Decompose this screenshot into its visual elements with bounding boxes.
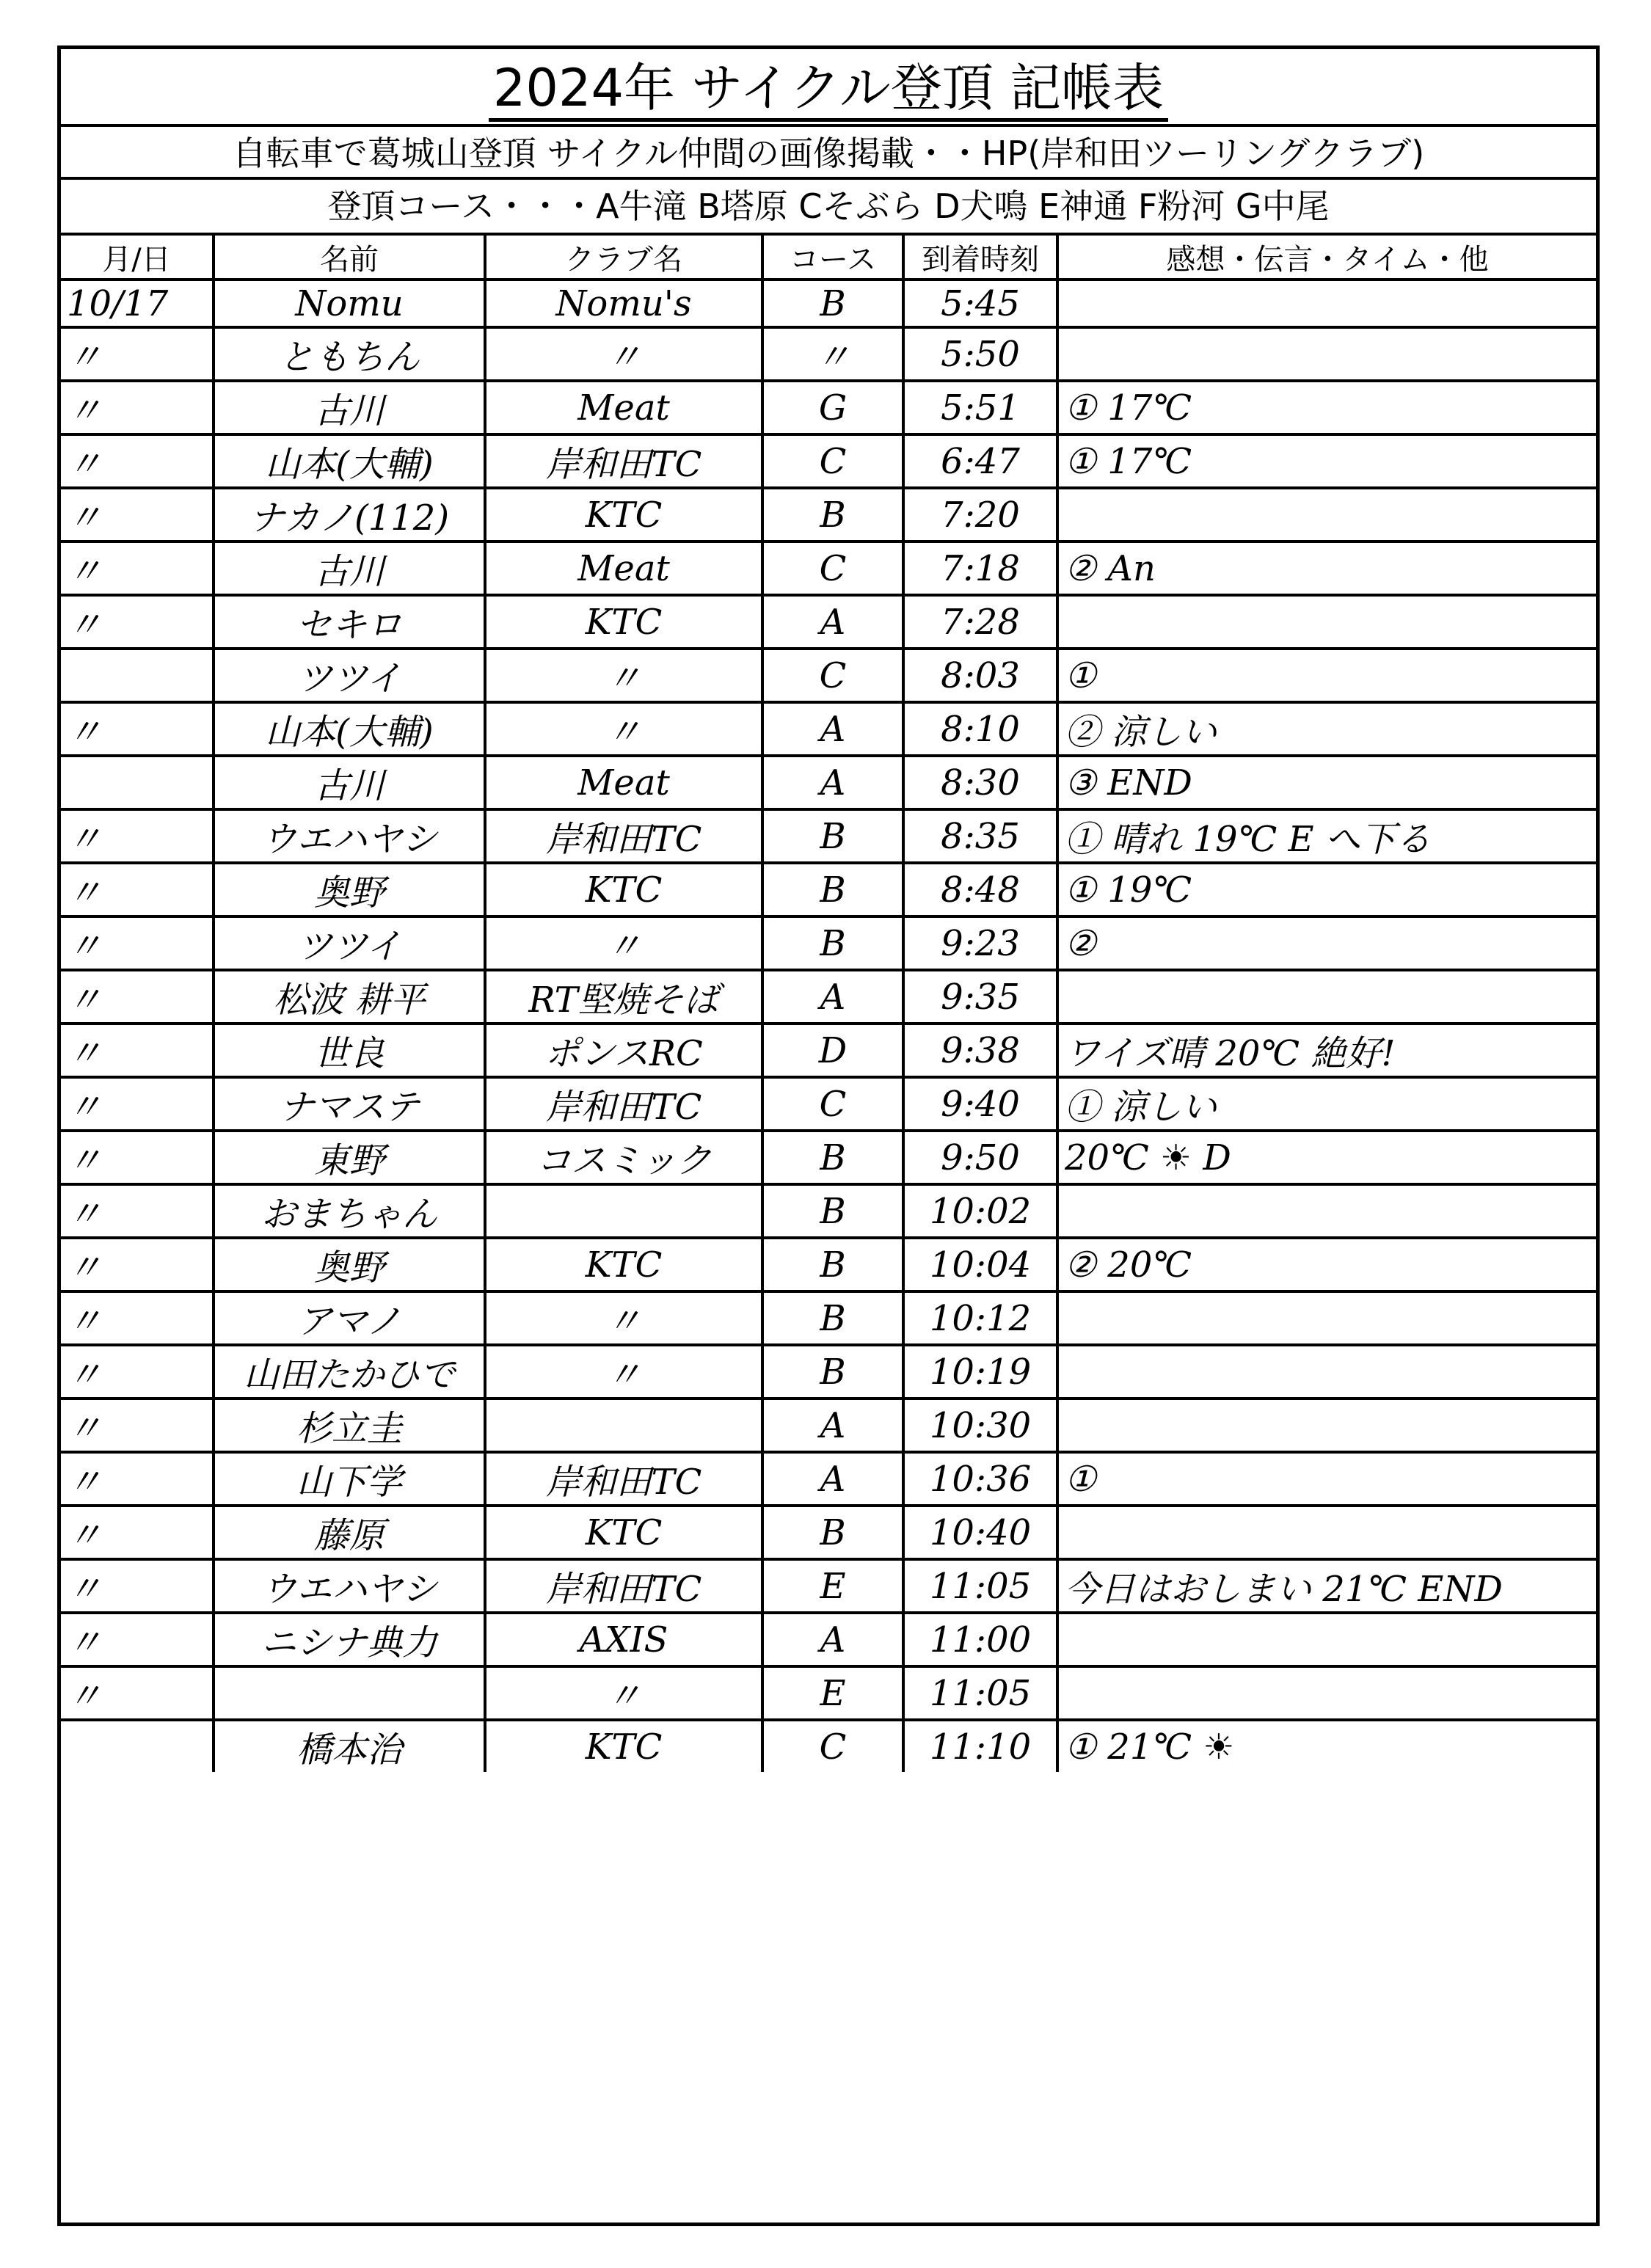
cell-name: 藤原 <box>214 1506 485 1559</box>
table-row <box>61 280 1596 327</box>
cell-date: 〃 <box>61 1452 214 1506</box>
cell-club: コスミック <box>485 1131 762 1184</box>
cell-course: A <box>762 756 903 809</box>
table-row <box>61 542 1596 595</box>
cell-course: G <box>762 381 903 434</box>
cell-club: 〃 <box>485 649 762 702</box>
cell-time: 11:05 <box>903 1559 1057 1613</box>
table-row <box>61 916 1596 970</box>
cell-club: Meat <box>485 542 762 595</box>
cell-club: KTC <box>485 1720 762 1772</box>
cell-time: 10:30 <box>903 1399 1057 1452</box>
cell-club <box>485 1399 762 1452</box>
cell-name: 古川 <box>214 542 485 595</box>
cell-club: ポンスRC <box>485 1024 762 1077</box>
cell-date: 〃 <box>61 1131 214 1184</box>
col-header-club: クラブ名 <box>485 234 762 280</box>
cell-date: 〃 <box>61 916 214 970</box>
table-row <box>61 327 1596 381</box>
cell-date: 〃 <box>61 488 214 542</box>
cell-name: アマノ <box>214 1291 485 1345</box>
cell-time: 11:10 <box>903 1720 1057 1772</box>
table-row <box>61 1720 1596 1772</box>
cell-course: E <box>762 1666 903 1720</box>
cell-time: 10:36 <box>903 1452 1057 1506</box>
cell-course: D <box>762 1024 903 1077</box>
cell-name: ともちん <box>214 327 485 381</box>
cell-name: ウエハヤシ <box>214 809 485 863</box>
cell-time: 7:20 <box>903 488 1057 542</box>
cell-club <box>485 1184 762 1238</box>
cell-course: B <box>762 916 903 970</box>
cell-time: 8:30 <box>903 756 1057 809</box>
table-row <box>61 1452 1596 1506</box>
cell-name: おまちゃん <box>214 1184 485 1238</box>
cell-time: 8:35 <box>903 809 1057 863</box>
cell-time: 11:00 <box>903 1613 1057 1666</box>
table-row <box>61 1291 1596 1345</box>
cell-note <box>1057 1291 1596 1345</box>
cell-name <box>214 1666 485 1720</box>
cell-club: KTC <box>485 488 762 542</box>
cell-name: 奥野 <box>214 1238 485 1291</box>
cell-date: 〃 <box>61 1024 214 1077</box>
table-row <box>61 1666 1596 1720</box>
cell-club: 〃 <box>485 916 762 970</box>
table-row <box>61 1077 1596 1131</box>
col-header-date: 月/日 <box>61 234 214 280</box>
sheet-subtitle: 自転車で葛城山登頂 サイクル仲間の画像掲載・・HP(岸和田ツーリングクラブ) <box>61 127 1596 180</box>
cell-course: C <box>762 542 903 595</box>
table-row <box>61 1184 1596 1238</box>
cell-date: 〃 <box>61 1184 214 1238</box>
cell-name: 古川 <box>214 756 485 809</box>
cell-name: ナカノ(112) <box>214 488 485 542</box>
cell-course: B <box>762 1184 903 1238</box>
cell-course: 〃 <box>762 327 903 381</box>
cell-note <box>1057 1666 1596 1720</box>
cell-note <box>1057 1184 1596 1238</box>
cell-course: A <box>762 970 903 1024</box>
cell-date: 〃 <box>61 1666 214 1720</box>
cell-date: 〃 <box>61 809 214 863</box>
cell-note: ワイズ晴 20℃ 絶好! <box>1057 1024 1596 1077</box>
cell-course: B <box>762 488 903 542</box>
cell-club: KTC <box>485 863 762 916</box>
cell-note: ② 涼しい <box>1057 702 1596 756</box>
table-row <box>61 1238 1596 1291</box>
course-legend: 登頂コース・・・A牛滝 B塔原 Cそぶら D犬鳴 E神通 F粉河 G中尾 <box>327 186 1330 226</box>
table-row <box>61 1559 1596 1613</box>
cell-time: 9:40 <box>903 1077 1057 1131</box>
cell-course: C <box>762 1720 903 1772</box>
cell-date: 〃 <box>61 1291 214 1345</box>
sheet-title <box>61 49 1596 127</box>
cell-club: Meat <box>485 381 762 434</box>
cell-note: ① <box>1057 649 1596 702</box>
table-row <box>61 1024 1596 1077</box>
table-row <box>61 381 1596 434</box>
cell-date: 〃 <box>61 970 214 1024</box>
table-row <box>61 756 1596 809</box>
cell-club: 〃 <box>485 1291 762 1345</box>
cell-time: 8:03 <box>903 649 1057 702</box>
cell-note: ① 17℃ <box>1057 434 1596 488</box>
cell-note <box>1057 327 1596 381</box>
cell-time: 9:35 <box>903 970 1057 1024</box>
cell-name: ナマステ <box>214 1077 485 1131</box>
col-header-name: 名前 <box>214 234 485 280</box>
table-row <box>61 1613 1596 1666</box>
cell-date: 〃 <box>61 1238 214 1291</box>
cell-club: 〃 <box>485 327 762 381</box>
cell-time: 9:38 <box>903 1024 1057 1077</box>
cell-date: 10/17 <box>61 280 214 327</box>
col-header-time: 到着時刻 <box>903 234 1057 280</box>
cell-course: A <box>762 1399 903 1452</box>
cell-name: Nomu <box>214 280 485 327</box>
cell-date <box>61 649 214 702</box>
cell-time: 5:45 <box>903 280 1057 327</box>
cell-note <box>1057 1613 1596 1666</box>
cell-note: 今日はおしまい 21℃ END <box>1057 1559 1596 1613</box>
logbook-sheet <box>57 45 1600 2226</box>
cell-time: 10:12 <box>903 1291 1057 1345</box>
cell-date: 〃 <box>61 702 214 756</box>
table-row <box>61 863 1596 916</box>
cell-date <box>61 1720 214 1772</box>
cell-name: ニシナ典力 <box>214 1613 485 1666</box>
cell-club: 岸和田TC <box>485 1559 762 1613</box>
cell-note: ① 晴れ 19℃ E へ下る <box>1057 809 1596 863</box>
cell-date: 〃 <box>61 327 214 381</box>
col-header-course: コース <box>762 234 903 280</box>
cell-club: 岸和田TC <box>485 1452 762 1506</box>
table-row <box>61 488 1596 542</box>
cell-note: ③ END <box>1057 756 1596 809</box>
table-row <box>61 970 1596 1024</box>
cell-club: KTC <box>485 1506 762 1559</box>
sheet-title-text: 2024年 サイクル登頂 記帳表 <box>489 58 1168 122</box>
cell-time: 5:51 <box>903 381 1057 434</box>
cell-course: C <box>762 649 903 702</box>
cell-name: セキロ <box>214 595 485 649</box>
table-row <box>61 702 1596 756</box>
cell-club: KTC <box>485 595 762 649</box>
table-body <box>61 280 1596 1772</box>
cell-name: 山田たかひで <box>214 1345 485 1399</box>
cell-date: 〃 <box>61 863 214 916</box>
cell-club: 岸和田TC <box>485 1077 762 1131</box>
cell-name: 東野 <box>214 1131 485 1184</box>
cell-date: 〃 <box>61 1345 214 1399</box>
cell-course: C <box>762 434 903 488</box>
cell-club: 〃 <box>485 1666 762 1720</box>
cell-note: ① 17℃ <box>1057 381 1596 434</box>
cell-club: RT堅焼そば <box>485 970 762 1024</box>
cell-time: 10:19 <box>903 1345 1057 1399</box>
cell-course: E <box>762 1559 903 1613</box>
cell-date: 〃 <box>61 1506 214 1559</box>
cell-name: ウエハヤシ <box>214 1559 485 1613</box>
cell-course: C <box>762 1077 903 1131</box>
cell-course: B <box>762 1506 903 1559</box>
cell-note: ① 涼しい <box>1057 1077 1596 1131</box>
cell-time: 9:50 <box>903 1131 1057 1184</box>
cell-time: 8:10 <box>903 702 1057 756</box>
cell-course: A <box>762 595 903 649</box>
cell-club: KTC <box>485 1238 762 1291</box>
cell-time: 10:04 <box>903 1238 1057 1291</box>
col-header-note: 感想・伝言・タイム・他 <box>1057 234 1596 280</box>
cell-course: A <box>762 1452 903 1506</box>
table-row <box>61 1506 1596 1559</box>
table-row <box>61 1131 1596 1184</box>
cell-date: 〃 <box>61 1613 214 1666</box>
cell-note <box>1057 595 1596 649</box>
cell-time: 11:05 <box>903 1666 1057 1720</box>
table-row <box>61 649 1596 702</box>
cell-name: 山本(大輔) <box>214 702 485 756</box>
table-header-row <box>61 234 1596 280</box>
cell-note: ① 19℃ <box>1057 863 1596 916</box>
cell-course: B <box>762 1131 903 1184</box>
cell-time: 10:40 <box>903 1506 1057 1559</box>
cell-course: B <box>762 1238 903 1291</box>
cell-name: 山下学 <box>214 1452 485 1506</box>
cell-club: 〃 <box>485 702 762 756</box>
cell-note <box>1057 488 1596 542</box>
cell-name: 山本(大輔) <box>214 434 485 488</box>
cell-course: B <box>762 1291 903 1345</box>
cell-name: 橋本治 <box>214 1720 485 1772</box>
cell-name: 奥野 <box>214 863 485 916</box>
table-row <box>61 595 1596 649</box>
cell-name: ツツイ <box>214 916 485 970</box>
table-row <box>61 1345 1596 1399</box>
cell-note: ① <box>1057 1452 1596 1506</box>
cell-date <box>61 756 214 809</box>
cell-club: AXIS <box>485 1613 762 1666</box>
cell-note <box>1057 1399 1596 1452</box>
cell-date: 〃 <box>61 1399 214 1452</box>
cell-note: 20℃ ☀ D <box>1057 1131 1596 1184</box>
cell-club: 〃 <box>485 1345 762 1399</box>
cell-note <box>1057 970 1596 1024</box>
cell-date: 〃 <box>61 1077 214 1131</box>
cell-club: 岸和田TC <box>485 809 762 863</box>
cell-course: B <box>762 809 903 863</box>
cell-name: 杉立圭 <box>214 1399 485 1452</box>
cell-course: B <box>762 863 903 916</box>
cell-name: ツツイ <box>214 649 485 702</box>
cell-note: ① 21℃ ☀ <box>1057 1720 1596 1772</box>
log-table <box>61 233 1596 1772</box>
cell-time: 6:47 <box>903 434 1057 488</box>
table-row <box>61 809 1596 863</box>
cell-course: A <box>762 1613 903 1666</box>
cell-course: A <box>762 702 903 756</box>
cell-note <box>1057 280 1596 327</box>
cell-time: 10:02 <box>903 1184 1057 1238</box>
cell-course: B <box>762 280 903 327</box>
cell-time: 7:28 <box>903 595 1057 649</box>
cell-date: 〃 <box>61 595 214 649</box>
cell-time: 8:48 <box>903 863 1057 916</box>
cell-note: ② <box>1057 916 1596 970</box>
cell-name: 古川 <box>214 381 485 434</box>
table-row <box>61 434 1596 488</box>
cell-club: 岸和田TC <box>485 434 762 488</box>
cell-course: B <box>762 1345 903 1399</box>
cell-club: Nomu's <box>485 280 762 327</box>
cell-note <box>1057 1506 1596 1559</box>
cell-note <box>1057 1345 1596 1399</box>
cell-name: 松波 耕平 <box>214 970 485 1024</box>
cell-time: 5:50 <box>903 327 1057 381</box>
cell-date: 〃 <box>61 1559 214 1613</box>
cell-club: Meat <box>485 756 762 809</box>
cell-time: 9:23 <box>903 916 1057 970</box>
cell-name: 世良 <box>214 1024 485 1077</box>
cell-date: 〃 <box>61 542 214 595</box>
cell-note: ② 20℃ <box>1057 1238 1596 1291</box>
cell-note: ② An <box>1057 542 1596 595</box>
table-row <box>61 1399 1596 1452</box>
cell-time: 7:18 <box>903 542 1057 595</box>
cell-date: 〃 <box>61 381 214 434</box>
cell-date: 〃 <box>61 434 214 488</box>
